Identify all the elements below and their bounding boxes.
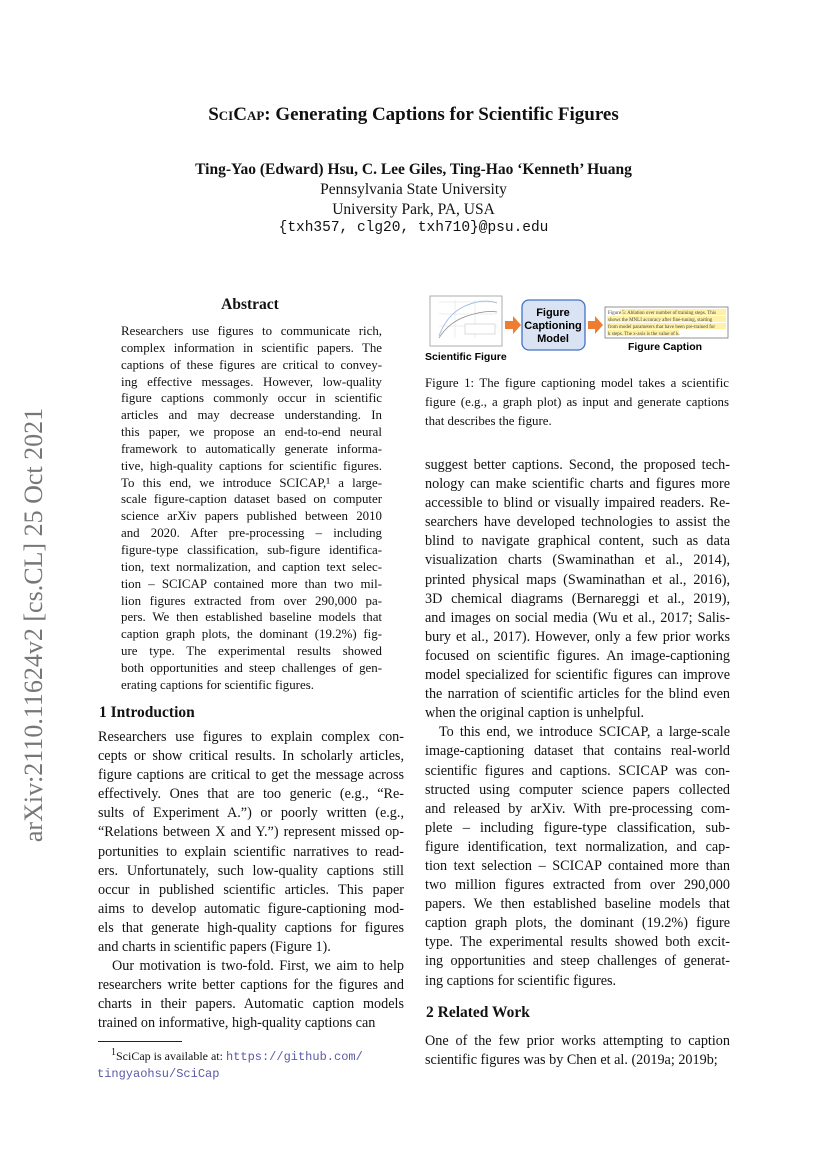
text-line: printed physical maps (Swaminathan et al., 2016), bbox=[425, 571, 730, 588]
text-line: “Relations between X and Y.”) represent missed op- bbox=[98, 824, 404, 841]
text-line: suggest better captions. Second, the proposed tech- bbox=[425, 457, 730, 473]
svg-text:Model: Model bbox=[537, 333, 569, 345]
text-line: els that generate high-quality captions for figures bbox=[98, 919, 404, 936]
text-line: plete – including figure-type classification, sub- bbox=[425, 819, 730, 836]
intro-heading: 1 Introduction bbox=[99, 704, 195, 721]
abstract-line: scale figure-caption dataset based on computer bbox=[121, 492, 382, 507]
footnote-mark: 1 bbox=[111, 1047, 116, 1058]
scientific-figure-label: Scientific Figure bbox=[425, 351, 507, 363]
abstract-line: erating captions for scientific figures. bbox=[121, 677, 314, 692]
abstract-line: tion – SCICAP contained more than two mil- bbox=[121, 576, 382, 591]
figure-caption-label: Figure Caption bbox=[627, 341, 703, 353]
svg-text:from model parameters that hav: from model parameters that have been pre-trained for bbox=[608, 325, 716, 330]
abstract-line: science arXiv papers published between 2010 bbox=[121, 509, 382, 524]
text-line: searchers have developed technologies to assist the bbox=[425, 514, 730, 531]
abstract-line: captions of these figures are critical to convey- bbox=[121, 357, 382, 372]
abstract-line: Researchers use figures to communicate rich, bbox=[121, 324, 382, 338]
scientific-figure-thumbnail bbox=[430, 296, 502, 346]
abstract-line: and 2020. After pre-processing – including bbox=[121, 526, 382, 541]
text-line: and charts in scientific papers (Figure 1). bbox=[98, 939, 331, 956]
affiliation-location: University Park, PA, USA bbox=[332, 201, 495, 218]
footnote-rule bbox=[98, 1041, 182, 1042]
abstract-line: framework to automatically generate informa- bbox=[121, 441, 382, 456]
svg-text:k steps. The x-axis is the val: k steps. The x-axis is the value of k. bbox=[608, 332, 680, 337]
abstract-line: pers. We then established baseline models that bbox=[121, 610, 382, 625]
text-line: One of the few prior works attempting to caption bbox=[425, 1033, 730, 1049]
text-line: nology can make scientific charts and figures more bbox=[425, 476, 730, 493]
figure-1-caption bbox=[425, 374, 729, 431]
text-line: To this end, we introduce SCICAP, a large-scale bbox=[439, 724, 730, 741]
paper-title bbox=[0, 104, 827, 126]
figure-1 bbox=[425, 294, 730, 364]
text-line: researchers write better captions for the figures and bbox=[98, 977, 404, 994]
abstract-body bbox=[121, 323, 382, 694]
author-emails: {txh357, clg20, txh710}@psu.edu bbox=[278, 220, 549, 236]
svg-text:shows the MNLI accuracy after: shows the MNLI accuracy after fine-tuning, starting bbox=[608, 318, 713, 323]
text-line: 3D chemical diagrams (Bernareggi et al., 2019), bbox=[425, 590, 730, 607]
caption-line: Figure 1: The figure captioning model takes a scientific bbox=[425, 376, 729, 390]
affiliation-university: Pennsylvania State University bbox=[320, 181, 507, 198]
text-line: figure identification, text normalization, and cap- bbox=[425, 838, 730, 855]
caption-line: figure (e.g., a graph plot) as input and generate captions bbox=[425, 395, 729, 409]
text-line: model specialized for scientific figures can improve bbox=[425, 667, 730, 684]
arrow-icon bbox=[505, 316, 521, 334]
abstract-line: this paper, we propose an end-to-end neural bbox=[121, 425, 382, 440]
arrow-icon bbox=[588, 316, 603, 334]
svg-text:Figure 5: Ablation over number: Figure 5: Ablation over number of training steps. This bbox=[608, 311, 717, 316]
arxiv-sidebar bbox=[14, 365, 54, 885]
abstract-line: articles and may decrease understanding. In bbox=[121, 408, 382, 423]
abstract-line: lion figures extracted from over 290,000 pa- bbox=[121, 593, 382, 608]
text-line: Researchers use figures to explain complex con- bbox=[98, 729, 404, 745]
abstract-line: tion, text normalization, and caption text selec- bbox=[121, 559, 382, 574]
text-line: occur in published scientific articles. This paper bbox=[98, 881, 404, 898]
figure-1-diagram bbox=[425, 294, 730, 364]
text-line: ers. Unfortunately, such low-quality captions still bbox=[98, 862, 404, 879]
abstract-line: figure captions commonly occur in scientific bbox=[121, 391, 382, 406]
abstract-line: both opportunities and steep challenges of gen- bbox=[121, 660, 382, 675]
text-line: tion text selection – SCICAP contained more than bbox=[425, 857, 730, 874]
abstract-line: caption graph plots, the dominant (19.2%) fig- bbox=[121, 627, 382, 642]
footnote-link-continued[interactable]: tingyaohsu/SciCap bbox=[97, 1067, 220, 1081]
abstract-line: complex information in scientific papers. The bbox=[121, 340, 382, 355]
text-line: structed using computer science papers collected bbox=[425, 781, 730, 798]
related-work-body bbox=[425, 1032, 730, 1070]
abstract-line: figure-type classification, sub-figure identifica- bbox=[121, 542, 382, 557]
text-line: ing captions for scientific figures. bbox=[425, 972, 617, 989]
abstract-heading: Abstract bbox=[221, 296, 279, 313]
text-line: focused on scientific figures. An image-captioning bbox=[425, 647, 730, 664]
svg-text:Captioning: Captioning bbox=[524, 320, 582, 332]
text-line: image-captioning dataset that contains real-world bbox=[425, 743, 730, 760]
footnote-text: SciCap is available at: bbox=[116, 1049, 223, 1063]
footnote bbox=[97, 1045, 403, 1082]
text-line: aims to develop automatic figure-captioning mod- bbox=[98, 900, 404, 917]
title-scicap: SciCap bbox=[208, 104, 265, 125]
text-line: accessible to blind or visually impaired readers. Re- bbox=[425, 495, 730, 512]
abstract-line: tive, high-quality captions for scientific figures. bbox=[121, 458, 382, 473]
text-line: blind to navigate graphical content, such as data bbox=[425, 533, 730, 550]
text-line: effectively. Ones that are too generic (e.g., “Re- bbox=[98, 786, 404, 803]
title-rest: : Generating Captions for Scientific Figures bbox=[264, 104, 619, 125]
text-line: ing opportunities and steep challenges of generat- bbox=[425, 953, 730, 970]
abstract-line: ing effective messages. However, low-quality bbox=[121, 374, 382, 389]
text-line: and released by arXiv. With pre-processing com- bbox=[425, 800, 730, 817]
text-line: scientific figures was by Chen et al. (2019a; 2019b; bbox=[425, 1052, 718, 1069]
text-line: figure captions are critical to get the message across bbox=[98, 767, 404, 784]
caption-line: that describes the figure. bbox=[425, 414, 552, 428]
text-line: papers. We then established baseline models that bbox=[425, 896, 730, 913]
text-line: trained on informative, high-quality captions can bbox=[98, 1015, 376, 1032]
text-line: type. The experimental results showed both excit- bbox=[425, 934, 730, 951]
text-line: visualization charts (Swaminathan et al., 2014), bbox=[425, 552, 730, 569]
authors: Ting-Yao (Edward) Hsu, C. Lee Giles, Ting-Hao ‘Kenneth’ Huang bbox=[195, 161, 632, 178]
text-line: the narration of scientific articles for the blind even bbox=[425, 686, 730, 703]
text-line: portunities to explain scientific narratives to read- bbox=[98, 843, 404, 860]
arxiv-id: arXiv:2110.11624v2 [cs.CL] 25 Oct 2021 bbox=[19, 407, 48, 843]
text-line: charts in their papers. Automatic caption models bbox=[98, 996, 404, 1013]
text-line: cepts or show critical results. In scholarly articles, bbox=[98, 748, 404, 765]
abstract-line: To this end, we introduce SCICAP,¹ a large- bbox=[121, 475, 382, 490]
intro-body bbox=[98, 728, 404, 1034]
text-line: Our motivation is two-fold. First, we aim to help bbox=[112, 958, 404, 975]
text-line: sults of Experiment A.”) or poorly written (e.g., bbox=[98, 805, 404, 822]
text-line: scientific figures and captions. SCICAP was con- bbox=[425, 762, 730, 779]
footnote-link[interactable]: https://github.com/ bbox=[225, 1050, 363, 1064]
abstract-line: ure type. The experimental results showed bbox=[121, 644, 382, 659]
svg-text:Figure: Figure bbox=[536, 307, 570, 319]
intro-continued-body bbox=[425, 456, 730, 991]
related-work-heading: 2 Related Work bbox=[426, 1004, 530, 1021]
text-line: bury et al., 2017). However, only a few prior works bbox=[425, 628, 730, 645]
text-line: and images on social media (Wu et al., 2017; Salis- bbox=[425, 609, 730, 626]
text-line: caption graph plots, the dominant (19.2%) figure bbox=[425, 915, 730, 932]
text-line: two million figures extracted from over 290,000 bbox=[425, 877, 730, 894]
text-line: when the original caption is unhelpful. bbox=[425, 705, 645, 722]
